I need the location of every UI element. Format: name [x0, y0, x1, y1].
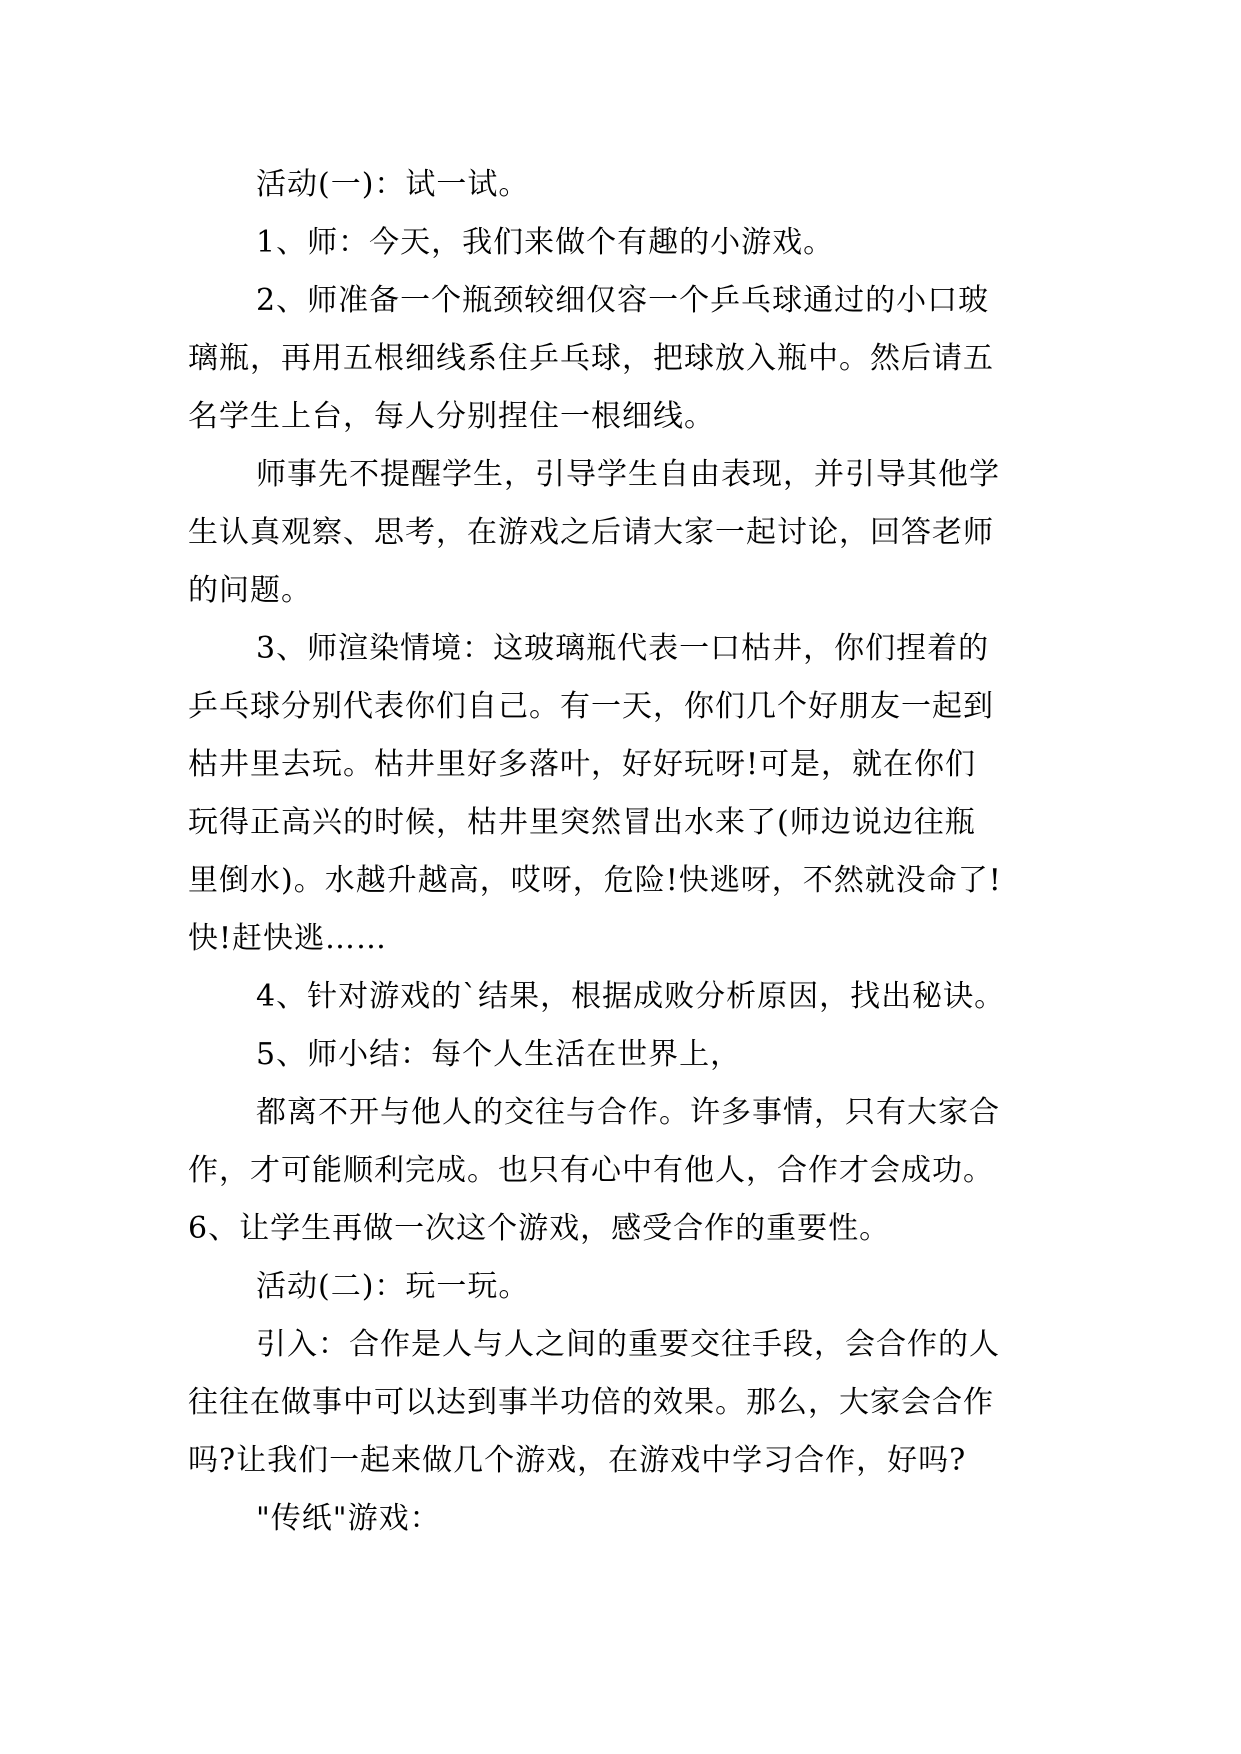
text-line: 名学生上台，每人分别捏住一根细线。	[188, 399, 715, 434]
text-line: 玩得正高兴的时候，枯井里突然冒出水来了(师边说边往瓶	[188, 805, 976, 840]
text-line: 吗?让我们一起来做几个游戏，在游戏中学习合作，好吗?	[188, 1443, 967, 1478]
text-line: 都离不开与他人的交往与合作。许多事情，只有大家合	[256, 1095, 1000, 1130]
text-line: 6、让学生再做一次这个游戏，感受合作的重要性。	[188, 1211, 891, 1246]
text-line: 活动(一)：试一试。	[256, 167, 530, 202]
text-line: 生认真观察、思考，在游戏之后请大家一起讨论，回答老师	[188, 515, 994, 550]
text-line: 往往在做事中可以达到事半功倍的效果。那么，大家会合作	[188, 1385, 994, 1420]
text-line: 乒乓球分别代表你们自己。有一天，你们几个好朋友一起到	[188, 689, 994, 724]
text-line: 活动(二)：玩一玩。	[256, 1269, 530, 1304]
text-line: 枯井里去玩。枯井里好多落叶，好好玩呀!可是，就在你们	[188, 747, 977, 782]
text-line: 5、师小结：每个人生活在世界上，	[256, 1037, 742, 1072]
text-line: 引入：合作是人与人之间的重要交往手段，会合作的人	[256, 1327, 1000, 1362]
text-line: 作，才可能顺利完成。也只有心中有他人，合作才会成功。	[188, 1153, 994, 1188]
text-line: 3、师渲染情境：这玻璃瓶代表一口枯井，你们捏着的	[256, 631, 990, 666]
text-line: 璃瓶，再用五根细线系住乒乓球，把球放入瓶中。然后请五	[188, 341, 994, 376]
text-line: 2、师准备一个瓶颈较细仅容一个乒乓球通过的小口玻	[256, 283, 990, 318]
text-line: "传纸"游戏：	[256, 1501, 441, 1536]
text-line: 师事先不提醒学生，引导学生自由表现，并引导其他学	[256, 457, 1000, 492]
text-line: 快!赶快逃……	[188, 921, 388, 956]
text-line: 4、针对游戏的`结果，根据成败分析原因，找出秘诀。	[256, 979, 1006, 1014]
text-line: 1、师：今天，我们来做个有趣的小游戏。	[256, 225, 835, 260]
text-line: 里倒水)。水越升越高，哎呀，危险!快逃呀，不然就没命了!	[188, 863, 1002, 898]
text-line: 的问题。	[188, 573, 312, 608]
